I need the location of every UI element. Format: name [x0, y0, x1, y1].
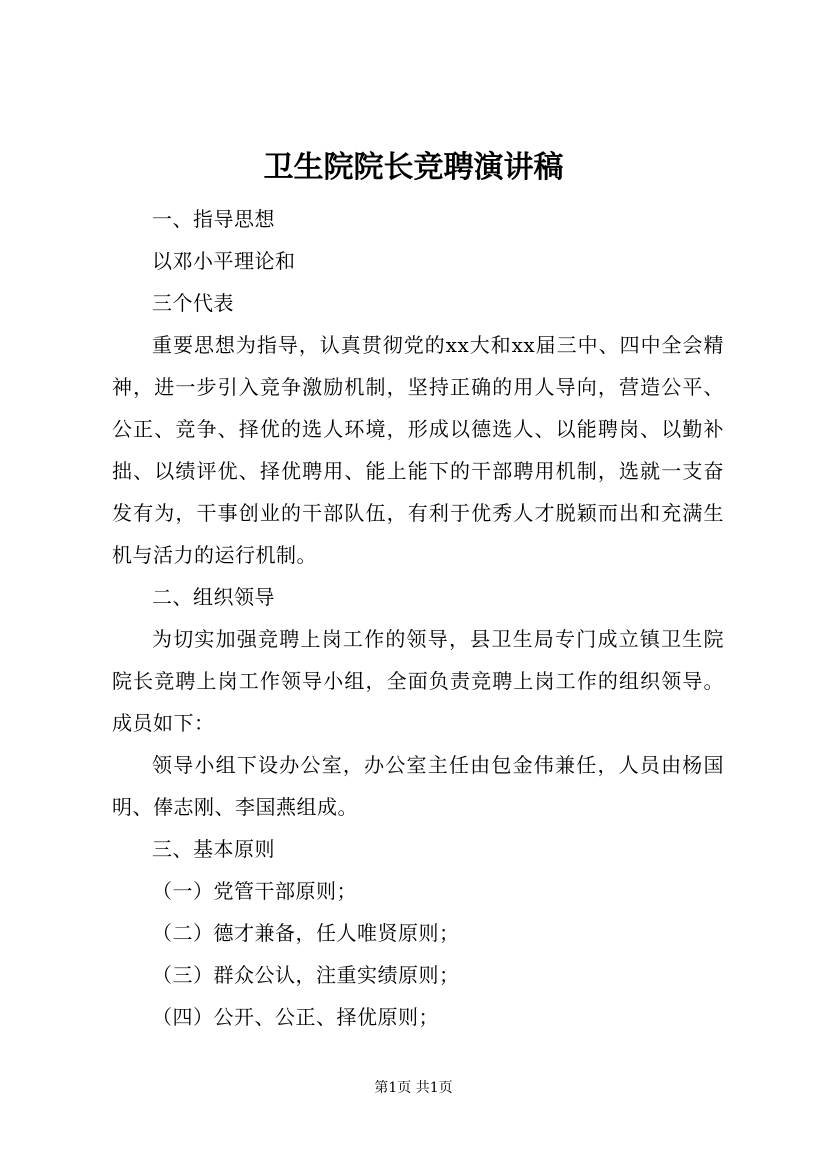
paragraph-three-represents: 三个代表 [152, 291, 234, 315]
section-heading-guiding-thought: 一、指导思想 [152, 207, 275, 231]
paragraph-office: 领导小组下设办公室，办公室主任由包金伟兼任，人员由杨国明、俸志刚、李国燕组成。 [112, 753, 724, 819]
paragraph-guiding-content: 重要思想为指导，认真贯彻党的xx大和xx届三中、四中全会精神，进一步引入竞争激励机制，坚持正确的用人导向，营造公平、公正、竞争、择优的选人环境，形成以德选人、以能聘岗、以勤补拙、以绩评优、择优聘用、能上能下的干部聘用机制，选就一支奋发有为，干事创业的干部队伍，有利于优秀人才脱颖而出和充满生机与活力的运行机制。 [112, 333, 724, 567]
document-body [112, 198, 724, 1038]
principle-item: （二）德才兼备，任人唯贤原则； [152, 921, 460, 945]
section-heading-organization: 二、组织领导 [152, 585, 275, 609]
principle-item: （三）群众公认，注重实绩原则； [152, 963, 460, 987]
page-footer: 第1页 共1页 [374, 1080, 453, 1096]
principle-item: （四）公开、公正、择优原则； [152, 1005, 439, 1029]
paragraph-theory: 以邓小平理论和 [152, 249, 296, 273]
document-title: 卫生院院长竞聘演讲稿 [263, 150, 564, 185]
paragraph-leadership-group: 为切实加强竞聘上岗工作的领导，县卫生局专门成立镇卫生院院长竞聘上岗工作领导小组，全面负责竞聘上岗工作的组织领导。成员如下： [112, 627, 724, 735]
section-heading-principles: 三、基本原则 [152, 837, 275, 861]
principle-item: （一）党管干部原则； [152, 879, 357, 903]
